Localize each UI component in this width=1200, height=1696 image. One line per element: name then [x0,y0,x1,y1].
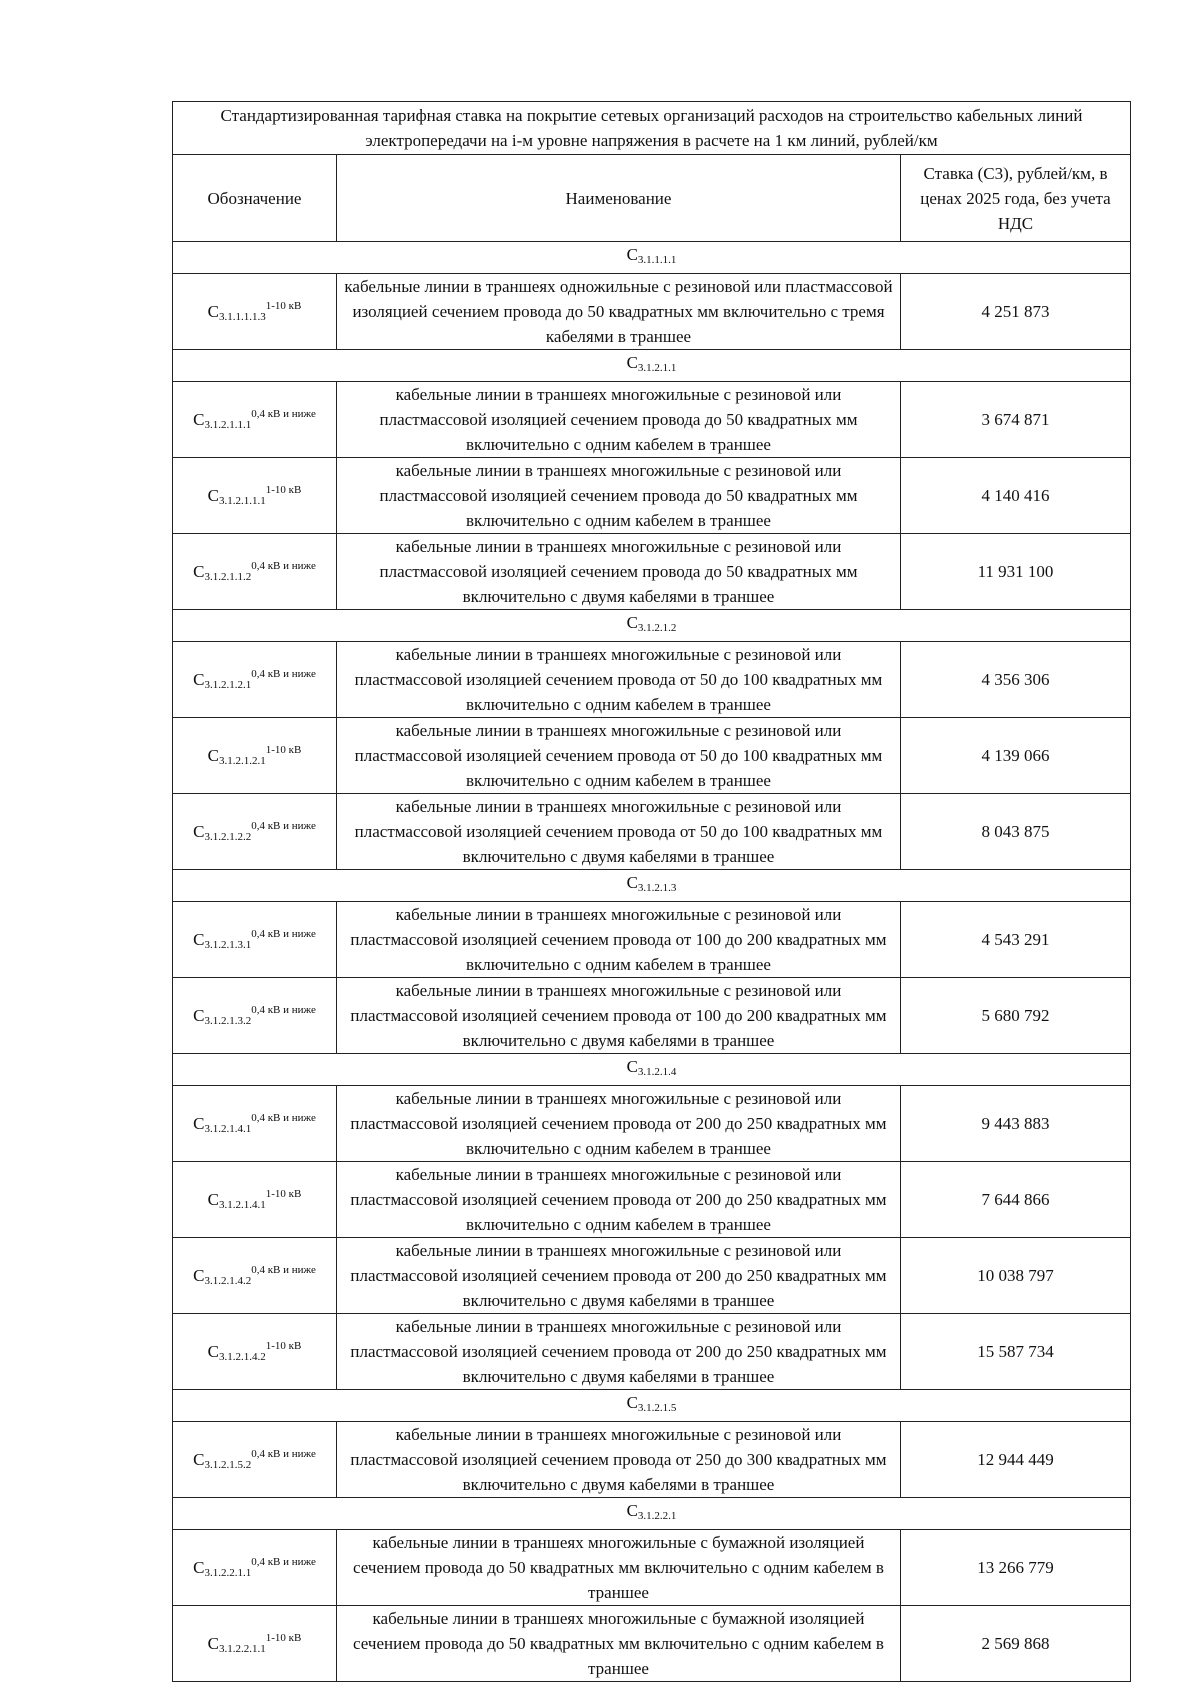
group-code-cell [173,242,1131,274]
designation-cell [173,1238,337,1314]
table-header-row [173,155,1131,242]
code-base: C [193,821,205,841]
rate-cell: 5 680 792 [901,978,1131,1054]
code-base: C [207,485,219,505]
table-row [173,534,1131,610]
designation-cell [173,274,337,350]
designation-code [193,927,316,951]
table-row [173,1086,1131,1162]
designation-cell [173,534,337,610]
designation-cell [173,1530,337,1606]
name-cell: кабельные линии в траншеях многожильные с резиновой или пластмассовой изоляцией сечением провода от 200 до 250 квадратных мм включительно с двумя кабелями в траншее [337,1314,901,1390]
code-base: C [207,301,219,321]
code-voltage-superscript: 0,4 кВ и ниже [251,1111,316,1124]
code-subscript: 3.1.2.1.5 [637,1402,677,1414]
designation-code [627,245,677,264]
name-cell: кабельные линии в траншеях многожильные с резиновой или пластмассовой изоляцией сечением провода от 200 до 250 квадратных мм включительно с одним кабелем в траншее [337,1162,901,1238]
table-row [173,458,1131,534]
code-base: C [626,1393,638,1412]
name-cell: кабельные линии в траншеях одножильные с резиновой или пластмассовой изоляцией сечением провода до 50 квадратных мм включительно с тремя кабелями в траншее [337,274,901,350]
code-subscript: 3.1.2.1.1.2 [204,570,252,583]
designation-cell [173,642,337,718]
header-name: Наименование [337,155,901,242]
code-subscript: 3.1.1.1.1.3 [218,310,266,323]
designation-code [193,559,316,583]
code-base: C [626,873,638,892]
designation-cell [173,978,337,1054]
rate-cell: 7 644 866 [901,1162,1131,1238]
code-base: C [207,1633,219,1653]
code-voltage-superscript: 0,4 кВ и ниже [251,559,316,572]
designation-code [193,1447,316,1471]
code-voltage-superscript: 1-10 кВ [265,483,302,496]
code-subscript: 3.1.2.1.3.2 [204,1014,252,1027]
designation-code [193,1263,316,1287]
name-cell: кабельные линии в траншеях многожильные с резиновой или пластмассовой изоляцией сечением провода от 50 до 100 квадратных мм включительно с одним кабелем в траншее [337,718,901,794]
rate-cell: 4 140 416 [901,458,1131,534]
code-subscript: 3.1.2.2.1.1 [204,1566,252,1579]
group-code-cell [173,350,1131,382]
rate-cell: 11 931 100 [901,534,1131,610]
designation-cell [173,1162,337,1238]
table-row [173,1606,1131,1682]
table-title: Стандартизированная тарифная ставка на покрытие сетевых организаций расходов на строительство кабельных линий электропередачи на i-м уровне напряжения в расчете на 1 км линий, рублей/км [173,102,1131,155]
name-cell: кабельные линии в траншеях многожильные с резиновой или пластмассовой изоляцией сечением провода от 200 до 250 квадратных мм включительно с одним кабелем в траншее [337,1086,901,1162]
designation-code [627,353,677,372]
code-voltage-superscript: 0,4 кВ и ниже [251,1447,316,1460]
rate-cell: 4 543 291 [901,902,1131,978]
group-row [173,1390,1131,1422]
code-subscript: 3.1.1.1.1 [637,254,677,266]
designation-code [627,1057,677,1076]
code-base: C [626,613,638,632]
code-base: C [626,1501,638,1520]
name-cell: кабельные линии в траншеях многожильные с бумажной изоляцией сечением провода до 50 квадратных мм включительно с одним кабелем в траншее [337,1530,901,1606]
group-code-cell [173,1390,1131,1422]
code-subscript: 3.1.2.1.2.2 [204,830,252,843]
name-cell: кабельные линии в траншеях многожильные с резиновой или пластмассовой изоляцией сечением провода до 50 квадратных мм включительно с двумя кабелями в траншее [337,534,901,610]
table-row [173,1530,1131,1606]
group-code-cell [173,1054,1131,1086]
code-base: C [193,1005,205,1025]
code-voltage-superscript: 0,4 кВ и ниже [251,1003,316,1016]
name-cell: кабельные линии в траншеях многожильные с резиновой или пластмассовой изоляцией сечением провода от 200 до 250 квадратных мм включительно с двумя кабелями в траншее [337,1238,901,1314]
code-subscript: 3.1.2.1.4.2 [204,1274,252,1287]
name-cell: кабельные линии в траншеях многожильные с резиновой или пластмассовой изоляцией сечением провода от 50 до 100 квадратных мм включительно с двумя кабелями в траншее [337,794,901,870]
name-cell: кабельные линии в траншеях многожильные с резиновой или пластмассовой изоляцией сечением провода от 250 до 300 квадратных мм включительно с двумя кабелями в траншее [337,1422,901,1498]
designation-code [627,1501,677,1520]
rate-cell: 4 251 873 [901,274,1131,350]
code-subscript: 3.1.2.1.4 [637,1066,677,1078]
table-body [173,102,1131,1682]
code-base: C [207,1189,219,1209]
code-voltage-superscript: 0,4 кВ и ниже [251,1555,316,1568]
code-base: C [193,669,205,689]
rate-cell: 8 043 875 [901,794,1131,870]
name-cell: кабельные линии в траншеях многожильные с бумажной изоляцией сечением провода до 50 квадратных мм включительно с одним кабелем в траншее [337,1606,901,1682]
rate-cell: 15 587 734 [901,1314,1131,1390]
designation-cell [173,1606,337,1682]
code-base: C [193,929,205,949]
designation-cell [173,382,337,458]
designation-code [193,667,316,691]
code-base: C [193,561,205,581]
table-row [173,978,1131,1054]
table-row [173,1238,1131,1314]
group-code-cell [173,1498,1131,1530]
table-row [173,902,1131,978]
rate-cell: 4 139 066 [901,718,1131,794]
code-voltage-superscript: 1-10 кВ [265,1631,302,1644]
code-subscript: 3.1.2.2.1 [637,1510,677,1522]
rate-cell: 9 443 883 [901,1086,1131,1162]
tariff-table [172,101,1131,1682]
code-voltage-superscript: 1-10 кВ [265,299,302,312]
group-row [173,1054,1131,1086]
group-row [173,610,1131,642]
code-base: C [626,245,638,264]
designation-cell [173,1086,337,1162]
group-row [173,1498,1131,1530]
code-subscript: 3.1.2.1.2.1 [204,678,252,691]
designation-code [207,743,302,767]
code-voltage-superscript: 0,4 кВ и ниже [251,819,316,832]
table-row [173,274,1131,350]
group-row [173,242,1131,274]
code-subscript: 3.1.2.1.4.2 [218,1350,266,1363]
designation-cell [173,1422,337,1498]
designation-code [627,1393,677,1412]
code-base: C [626,353,638,372]
group-code-cell [173,870,1131,902]
designation-cell [173,718,337,794]
code-subscript: 3.1.2.1.1 [637,362,677,374]
designation-code [193,1003,316,1027]
designation-code [193,1111,316,1135]
designation-code [207,1187,302,1211]
code-base: C [207,1341,219,1361]
group-row [173,350,1131,382]
code-base: C [193,1449,205,1469]
code-base: C [193,1265,205,1285]
code-base: C [193,1557,205,1577]
table-row [173,382,1131,458]
code-subscript: 3.1.2.1.2.1 [218,754,266,767]
name-cell: кабельные линии в траншеях многожильные с резиновой или пластмассовой изоляцией сечением провода от 100 до 200 квадратных мм включительно с одним кабелем в траншее [337,902,901,978]
code-voltage-superscript: 1-10 кВ [265,743,302,756]
designation-code [207,1339,302,1363]
rate-cell: 4 356 306 [901,642,1131,718]
code-subscript: 3.1.2.1.4.1 [218,1198,266,1211]
group-row [173,870,1131,902]
code-subscript: 3.1.2.1.3.1 [204,938,252,951]
rate-cell: 12 944 449 [901,1422,1131,1498]
table-row [173,1314,1131,1390]
name-cell: кабельные линии в траншеях многожильные с резиновой или пластмассовой изоляцией сечением провода от 50 до 100 квадратных мм включительно с одним кабелем в траншее [337,642,901,718]
code-voltage-superscript: 0,4 кВ и ниже [251,407,316,420]
designation-code [193,819,316,843]
name-cell: кабельные линии в траншеях многожильные с резиновой или пластмассовой изоляцией сечением провода до 50 квадратных мм включительно с одним кабелем в траншее [337,458,901,534]
code-voltage-superscript: 0,4 кВ и ниже [251,1263,316,1276]
table-title-row [173,102,1131,155]
designation-code [207,299,302,323]
code-base: C [193,409,205,429]
code-subscript: 3.1.2.1.2 [637,622,677,634]
code-voltage-superscript: 0,4 кВ и ниже [251,667,316,680]
designation-cell [173,902,337,978]
designation-cell [173,1314,337,1390]
name-cell: кабельные линии в траншеях многожильные с резиновой или пластмассовой изоляцией сечением провода до 50 квадратных мм включительно с одним кабелем в траншее [337,382,901,458]
code-subscript: 3.1.2.1.5.2 [204,1458,252,1471]
designation-code [207,1631,302,1655]
table-row [173,1162,1131,1238]
designation-code [207,483,302,507]
designation-code [627,873,677,892]
designation-code [193,407,316,431]
name-cell: кабельные линии в траншеях многожильные с резиновой или пластмассовой изоляцией сечением провода от 100 до 200 квадратных мм включительно с двумя кабелями в траншее [337,978,901,1054]
code-subscript: 3.1.2.1.4.1 [204,1122,252,1135]
designation-code [193,1555,316,1579]
table-row [173,794,1131,870]
code-base: C [193,1113,205,1133]
rate-cell: 13 266 779 [901,1530,1131,1606]
code-voltage-superscript: 1-10 кВ [265,1339,302,1352]
rate-cell: 2 569 868 [901,1606,1131,1682]
table-row [173,718,1131,794]
table-row [173,1422,1131,1498]
code-subscript: 3.1.2.1.1.1 [204,418,252,431]
designation-cell [173,458,337,534]
rate-cell: 3 674 871 [901,382,1131,458]
header-rate: Ставка (С3), рублей/км, в ценах 2025 года, без учета НДС [901,155,1131,242]
code-voltage-superscript: 1-10 кВ [265,1187,302,1200]
table-row [173,642,1131,718]
code-voltage-superscript: 0,4 кВ и ниже [251,927,316,940]
code-base: C [207,745,219,765]
header-designation: Обозначение [173,155,337,242]
code-subscript: 3.1.2.1.1.1 [218,494,266,507]
designation-code [627,613,677,632]
code-subscript: 3.1.2.1.3 [637,882,677,894]
designation-cell [173,794,337,870]
code-base: C [626,1057,638,1076]
code-subscript: 3.1.2.2.1.1 [218,1642,266,1655]
rate-cell: 10 038 797 [901,1238,1131,1314]
group-code-cell [173,610,1131,642]
